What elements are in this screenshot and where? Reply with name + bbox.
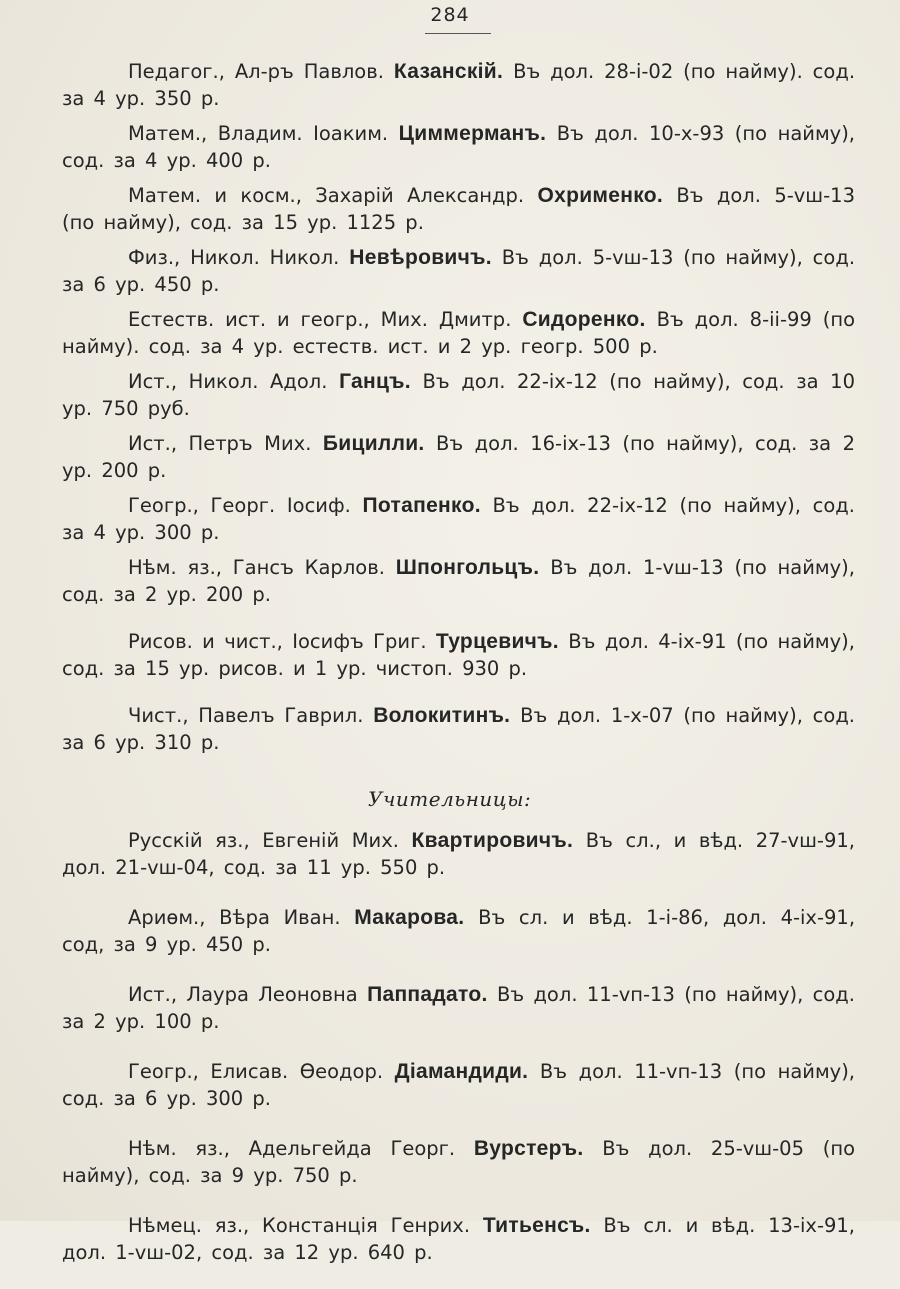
teacher-entry: [62, 368, 855, 422]
entry-details: Въ сл. и вѣд. 1-і-86, дол. 4-іх-91, сод, за 9 ур. 450 р.: [62, 906, 856, 956]
teacher-entry: [62, 702, 855, 756]
entry-surname: Бицилли.: [322, 432, 425, 455]
teacher-entry: [62, 1212, 855, 1266]
teacher-entry: [62, 182, 855, 236]
entry-prefix: Ист., Лаура Леоновна: [128, 983, 358, 1006]
entry-surname: Турцевичъ.: [435, 630, 559, 653]
entry-surname: Вурстеръ.: [473, 1137, 584, 1160]
entry-details: Въ дол. 8-іі-99 (по найму). сод. за 4 ур. естеств. ист. и 2 ур. геогр. 500 р.: [62, 308, 856, 358]
teacher-entry: [62, 58, 855, 112]
teacher-entry: [62, 904, 855, 958]
entry-surname: Охрименко.: [537, 184, 664, 207]
entry-surname: Циммерманъ.: [398, 122, 547, 145]
page-content: [62, 58, 855, 1289]
entry-surname: Невѣровичъ.: [349, 246, 492, 269]
entry-details: Въ дол. 22-іх-12 (по найму), сод. за 10 ур. 750 руб.: [62, 370, 855, 420]
entry-prefix: Матем., Владим. Іоаким.: [128, 122, 389, 145]
entry-prefix: Физ., Никол. Никол.: [128, 246, 340, 269]
entry-details: Въ дол. 4-іх-91 (по найму), сод. за 15 ур. рисов. и 1 ур. чистоп. 930 р.: [62, 630, 855, 680]
entry-surname: Макарова.: [354, 906, 465, 929]
female-teachers-list: [62, 827, 855, 1266]
entry-details: Въ дол. 10-х-93 (по найму), сод. за 4 ур. 400 р.: [62, 122, 855, 172]
entry-surname: Ганцъ.: [339, 370, 411, 393]
teacher-entry: [62, 827, 855, 881]
entry-details: Въ дол. 16-іх-13 (по найму), сод. за 2 ур. 200 р.: [62, 432, 856, 482]
entry-details: Въ дол. 5-vш-13 (по найму), сод. за 15 ур. 1125 р.: [62, 184, 855, 234]
entry-prefix: Матем. и косм., Захарій Александр.: [128, 184, 525, 207]
section-heading: Учительницы:: [368, 787, 532, 811]
teacher-entry: [62, 554, 855, 608]
entry-details: Въ дол. 25-vш-05 (по найму), сод. за 9 ур. 750 р.: [62, 1137, 855, 1187]
entry-prefix: Нѣм. яз., Адельгейда Георг.: [128, 1137, 456, 1160]
page-number-rule: [425, 33, 491, 34]
entry-prefix: Нѣм. яз., Гансъ Карлов.: [128, 556, 385, 579]
entry-details: Въ дол. 11-vп-13 (по найму), сод. за 6 ур. 300 р.: [62, 1060, 856, 1110]
entry-prefix: Геогр., Георг. Іосиф.: [128, 494, 351, 517]
entry-details: Въ дол. 11-vп-13 (по найму), сод. за 2 ур. 100 р.: [62, 983, 855, 1033]
entry-details: Въ сл. и вѣд. 13-іх-91, дол. 1-vш-02, сод. за 12 ур. 640 р.: [62, 1214, 855, 1264]
entry-surname: Паппадато.: [367, 983, 488, 1006]
teacher-entry: [62, 244, 855, 298]
entry-prefix: Геогр., Елисав. Ѳеодор.: [128, 1060, 384, 1083]
teacher-entry: [62, 628, 855, 682]
entry-details: Въ дол. 22-іх-12 (по найму), сод. за 4 ур. 300 р.: [62, 494, 855, 544]
entry-details: Въ дол. 5-vш-13 (по найму), сод. за 6 ур. 450 р.: [62, 246, 856, 296]
entry-surname: Квартировичъ.: [411, 829, 574, 852]
entry-prefix: Педагог., Ал-ръ Павлов.: [128, 60, 384, 83]
teacher-entry: [62, 1135, 855, 1189]
page-number: 284: [430, 4, 470, 26]
entry-surname: Потапенко.: [362, 494, 481, 517]
entry-prefix: Рисов. и чист., Іосифъ Григ.: [128, 630, 427, 653]
teacher-entry: [62, 981, 855, 1035]
entry-details: Въ дол. 1-vш-13 (по найму), сод. за 2 ур. 200 р.: [62, 556, 855, 606]
teacher-entry: [62, 430, 855, 484]
entry-prefix: Ариѳм., Вѣра Иван.: [128, 906, 341, 929]
entry-details: Въ сл., и вѣд. 27-vш-91, дол. 21-vш-04, сод. за 11 ур. 550 р.: [62, 829, 855, 879]
teacher-entry: [62, 306, 855, 360]
entry-prefix: Нѣмец. яз., Констанція Генрих.: [128, 1214, 471, 1237]
entry-prefix: Русскій яз., Евгеній Мих.: [128, 829, 399, 852]
entry-surname: Діамандиди.: [394, 1060, 529, 1083]
entry-surname: Волокитинъ.: [373, 704, 511, 727]
teacher-entry: [62, 120, 855, 174]
entry-surname: Титьенсъ.: [482, 1214, 591, 1237]
entry-prefix: Чист., Павелъ Гаврил.: [128, 704, 364, 727]
entry-details: Въ дол. 1-х-07 (по найму), сод. за 6 ур. 310 р.: [62, 704, 855, 754]
entry-surname: Шпонгольцъ.: [395, 556, 540, 579]
entry-prefix: Ист., Петръ Мих.: [128, 432, 312, 455]
entry-prefix: Естеств. ист. и геогр., Мих. Дмитр.: [128, 308, 512, 331]
entry-surname: Казанскій.: [393, 60, 504, 83]
entry-details: Въ дол. 28-і-02 (по найму). сод. за 4 ур. 350 р.: [62, 60, 856, 110]
teacher-entry: [62, 492, 855, 546]
teacher-entry: [62, 1058, 855, 1112]
entry-surname: Сидоренко.: [522, 308, 646, 331]
entry-prefix: Ист., Никол. Адол.: [128, 370, 328, 393]
male-teachers-list: [62, 58, 855, 756]
